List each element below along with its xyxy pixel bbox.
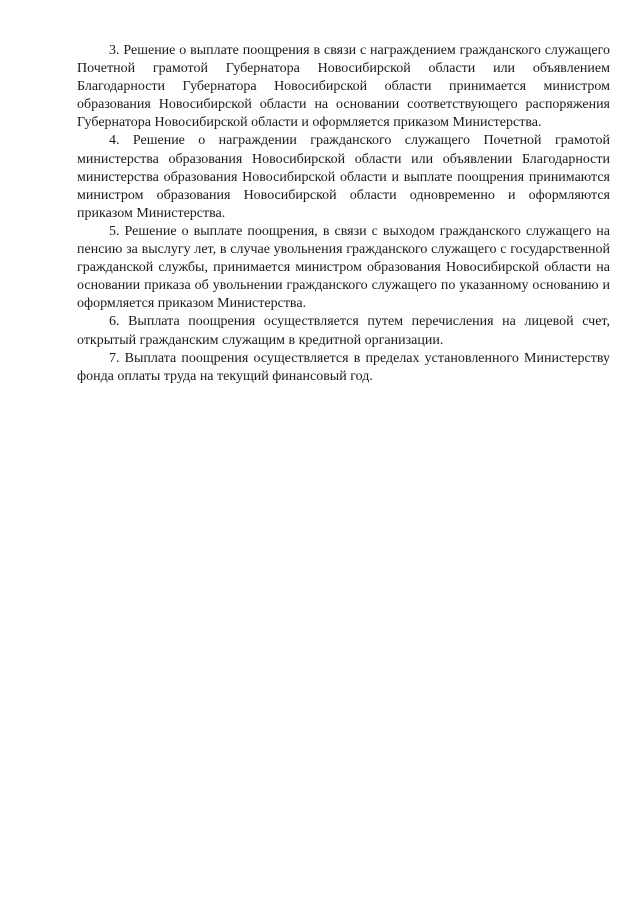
paragraph-5: 5. Решение о выплате поощрения, в связи с выходом гражданского служащего на пенсию за выслугу лет, в случае увольнения гражданского служащего с государственной гражданской службы, принимается министром образования Новосибирской области на основании приказа об увольнении гражданского служащего по указанному основанию и оформляется приказом Министерства.: [77, 223, 610, 312]
paragraph-6: 6. Выплата поощрения осуществляется путем перечисления на лицевой счет, открытый гражданским служащим в кредитной организации.: [77, 314, 610, 348]
paragraph-4: 4. Решение о награждении гражданского служащего Почетной грамотой министерства образования Новосибирской области или объявлении Благодарности министерства образования Новосибирской области и выплате поощрения принимаются министром образования Новосибирской области одновременно и оформляются приказом Министерства.: [77, 133, 610, 221]
paragraph-3: 3. Решение о выплате поощрения в связи с награждением гражданского служащего Почетной грамотой Губернатора Новосибирской области или объявлением Благодарности Губернатора Новосибирской области принимается министром образования Новосибирской области на основании соответствующего распоряжения Губернатора Новосибирской области и оформляется приказом Министерства.: [77, 43, 610, 131]
paragraph-7: 7. Выплата поощрения осуществляется в пределах установленного Министерству фонда оплаты труда на текущий финансовый год.: [77, 350, 610, 384]
document-body: [77, 42, 610, 386]
